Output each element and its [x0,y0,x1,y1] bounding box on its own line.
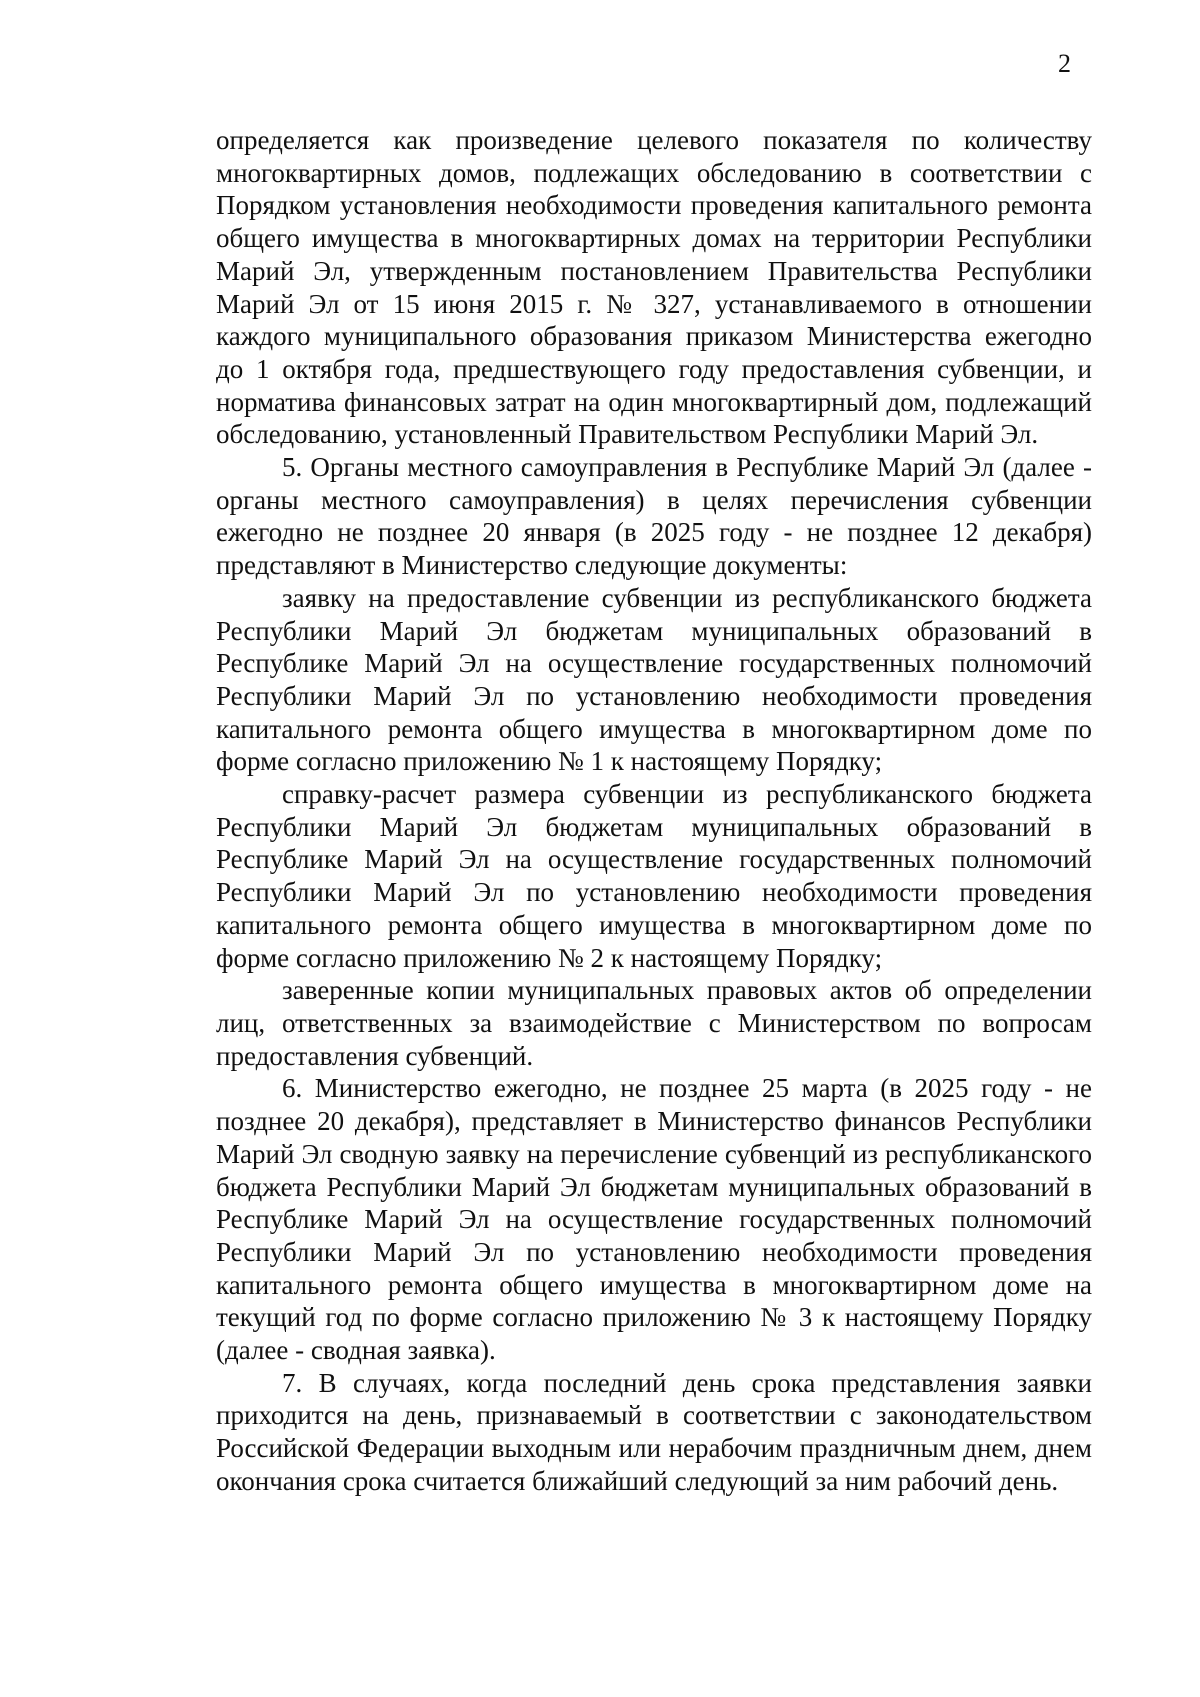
page-number: 2 [1058,49,1071,78]
paragraph-continuation: определяется как произведение целевого показателя по количеству многоквартирных домов, подлежащих обследованию в соответствии с Порядком установления необходимости проведения капитального ремонта общего имущества в многоквартирных домах на территории Республики Марий Эл, утвержденным постановлением Правительства Республики Марий Эл от 15 июня 2015 г. № 327, устанавливаемого в отношении каждого муниципального образования приказом Министерства ежегодно до 1 октября года, предшествующего году предоставления субвенции, и норматива финансовых затрат на один многоквартирный дом, подлежащий обследованию, установленный Правительством Республики Марий Эл. [216,125,1092,450]
paragraph-calculation: справку-расчет размера субвенции из республиканского бюджета Республики Марий Эл бюджетам муниципальных образований в Республике Марий Эл на осуществление государственных полномочий Республики Марий Эл по установлению необходимости проведения капитального ремонта общего имущества в многоквартирном доме по форме согласно приложению № 2 к настоящему Порядку; [216,779,1092,973]
paragraph-item-5: 5. Органы местного самоуправления в Республике Марий Эл (далее - органы местного самоуправления) в целях перечисления субвенции ежегодно не позднее 20 января (в 2025 году - не позднее 12 декабря) представляют в Министерство следующие документы: [216,452,1092,581]
paragraph-item-7: 7. В случаях, когда последний день срока представления заявки приходится на день, признаваемый в соответствии с законодательством Российской Федерации выходным или нерабочим праздничным днем, днем окончания срока считается ближайший следующий за ним рабочий день. [216,1367,1092,1496]
paragraph-application: заявку на предоставление субвенции из республиканского бюджета Республики Марий Эл бюджетам муниципальных образований в Республике Марий Эл на осуществление государственных полномочий Республики Марий Эл по установлению необходимости проведения капитального ремонта общего имущества в многоквартирном доме по форме согласно приложению № 1 к настоящему Порядку; [216,582,1092,777]
paragraph-item-6: 6. Министерство ежегодно, не позднее 25 марта (в 2025 году - не позднее 20 декабря), представляет в Министерство финансов Республики Марий Эл сводную заявку на перечисление субвенций из республиканского бюджета Республики Марий Эл бюджетам муниципальных образований в Республике Марий Эл на осуществление государственных полномочий Республики Марий Эл по установлению необходимости проведения капитального ремонта общего имущества в многоквартирном доме на текущий год по форме согласно приложению № 3 к настоящему Порядку (далее - сводная заявка). [216,1073,1092,1366]
document-body [216,124,1092,1498]
paragraph-certified-copies: заверенные копии муниципальных правовых актов об определении лиц, ответственных за взаимодействие с Министерством по вопросам предоставления субвенций. [216,975,1092,1071]
